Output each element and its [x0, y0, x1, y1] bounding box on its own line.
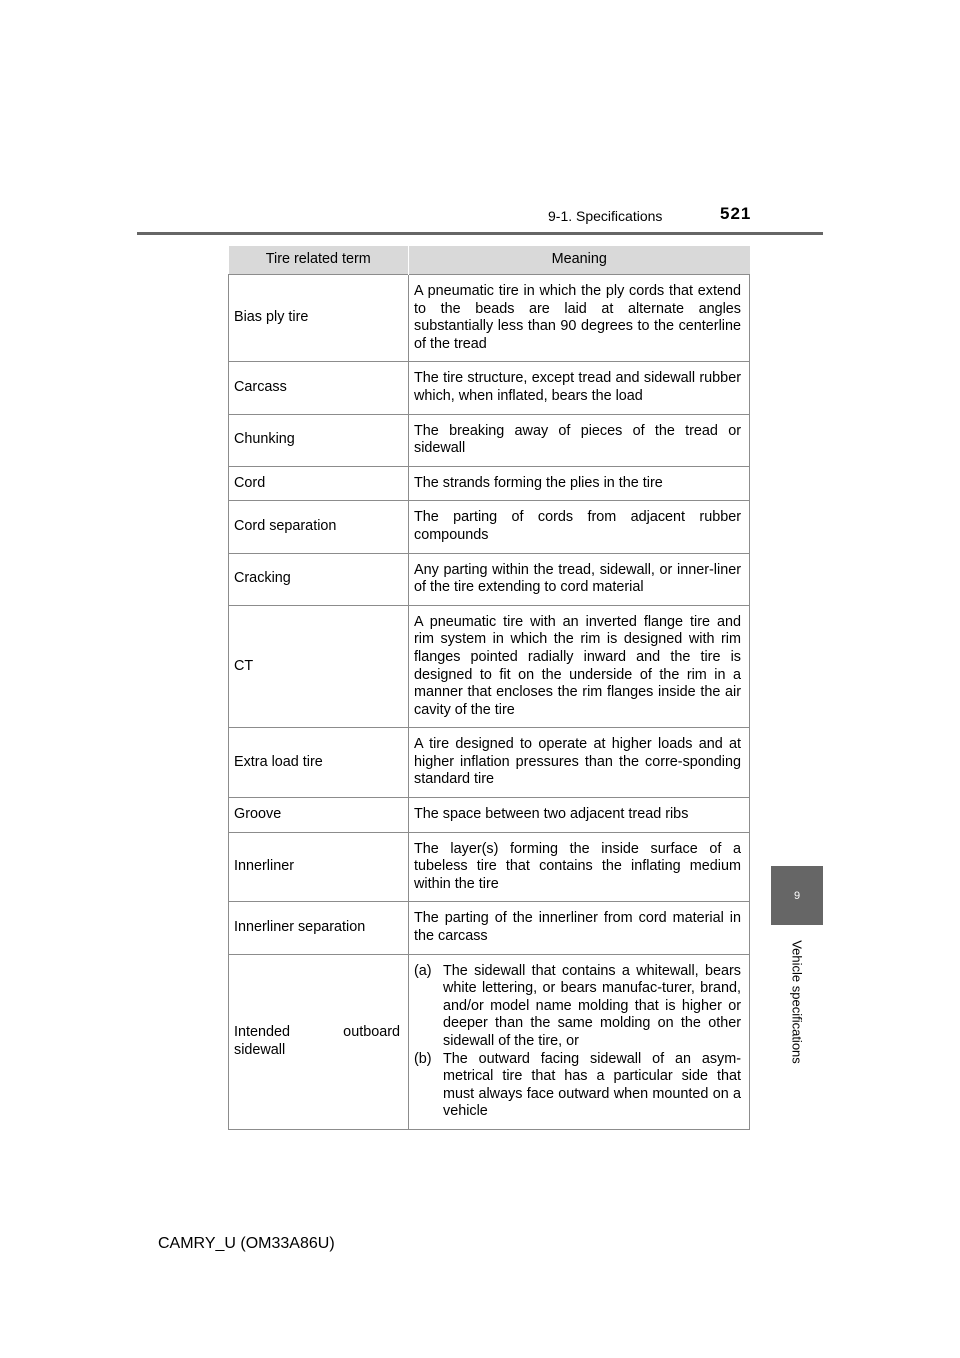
meaning-cell: The tire structure, except tread and sidewall rubber which, when inflated, bears the load	[409, 362, 750, 414]
table-row	[229, 553, 750, 605]
table-header-row	[229, 246, 750, 275]
meaning-cell: The breaking away of pieces of the tread or sidewall	[409, 414, 750, 466]
chapter-number: 9	[793, 889, 801, 902]
table-row	[229, 798, 750, 833]
header-divider	[137, 232, 823, 235]
list-item	[414, 1051, 741, 1121]
section-title: 9-1. Specifications	[548, 208, 663, 224]
meaning-cell: The space between two adjacent tread ribs	[409, 798, 750, 833]
term-cell: Extra load tire	[229, 728, 409, 798]
term-cell: Innerliner	[229, 832, 409, 902]
list-item-text: The sidewall that contains a whitewall, bears white lettering, or bears manufac-turer, brand, and/or model name molding that is higher or deeper than the same molding on the other sidewall of the tire, or	[443, 962, 741, 1049]
table-row	[229, 728, 750, 798]
model-code-footer: CAMRY_U (OM33A86U)	[158, 1235, 335, 1252]
table-row	[229, 832, 750, 902]
list-marker: (a)	[414, 962, 432, 979]
table-row	[229, 414, 750, 466]
term-cell: Cracking	[229, 553, 409, 605]
term-cell: CT	[229, 605, 409, 728]
list-marker: (b)	[414, 1050, 432, 1067]
chapter-tab	[771, 866, 823, 925]
table-row	[229, 902, 750, 954]
page-number: 521	[720, 204, 752, 223]
list-item-text: The outward facing sidewall of an asym-metrical tire that has a particular side that must always face outward when mounted on a vehicle	[443, 1050, 741, 1120]
column-header-term: Tire related term	[229, 246, 409, 275]
table-row	[229, 362, 750, 414]
table-row	[229, 275, 750, 362]
table-row	[229, 605, 750, 728]
meaning-cell: A pneumatic tire in which the ply cords that extend to the beads are laid at alternate angles substantially less than 90 degrees to the centerline of the tread	[409, 275, 750, 362]
term-text: Intended outboard sidewall	[234, 1024, 400, 1058]
term-cell: Bias ply tire	[229, 275, 409, 362]
term-cell	[229, 954, 409, 1129]
meaning-cell: A tire designed to operate at higher loads and at higher inflation pressures than the corre-sponding standard tire	[409, 728, 750, 798]
term-cell: Carcass	[229, 362, 409, 414]
term-cell: Cord	[229, 466, 409, 501]
term-cell: Cord separation	[229, 501, 409, 553]
meaning-cell	[409, 954, 750, 1129]
term-cell: Groove	[229, 798, 409, 833]
meaning-cell: Any parting within the tread, sidewall, or inner-liner of the tire extending to cord material	[409, 553, 750, 605]
tire-terms-table	[228, 246, 750, 1130]
meaning-cell: The strands forming the plies in the tire	[409, 466, 750, 501]
term-cell: Innerliner separation	[229, 902, 409, 954]
chapter-label: Vehicle specifications	[789, 940, 805, 1064]
term-cell: Chunking	[229, 414, 409, 466]
table-row	[229, 954, 750, 1129]
meaning-cell: A pneumatic tire with an inverted flange tire and rim system in which the rim is designed with rim flanges pointed radially inward and the tire is designed to fit on the underside of the rim in a manner that encloses the rim flanges inside the air cavity of the tire	[409, 605, 750, 728]
table-row	[229, 501, 750, 553]
list-item	[414, 963, 741, 1051]
meaning-cell: The layer(s) forming the inside surface of a tubeless tire that contains the inflating medium within the tire	[409, 832, 750, 902]
column-header-meaning: Meaning	[409, 246, 750, 275]
meaning-cell: The parting of cords from adjacent rubber compounds	[409, 501, 750, 553]
meaning-cell: The parting of the innerliner from cord material in the carcass	[409, 902, 750, 954]
table-row	[229, 466, 750, 501]
